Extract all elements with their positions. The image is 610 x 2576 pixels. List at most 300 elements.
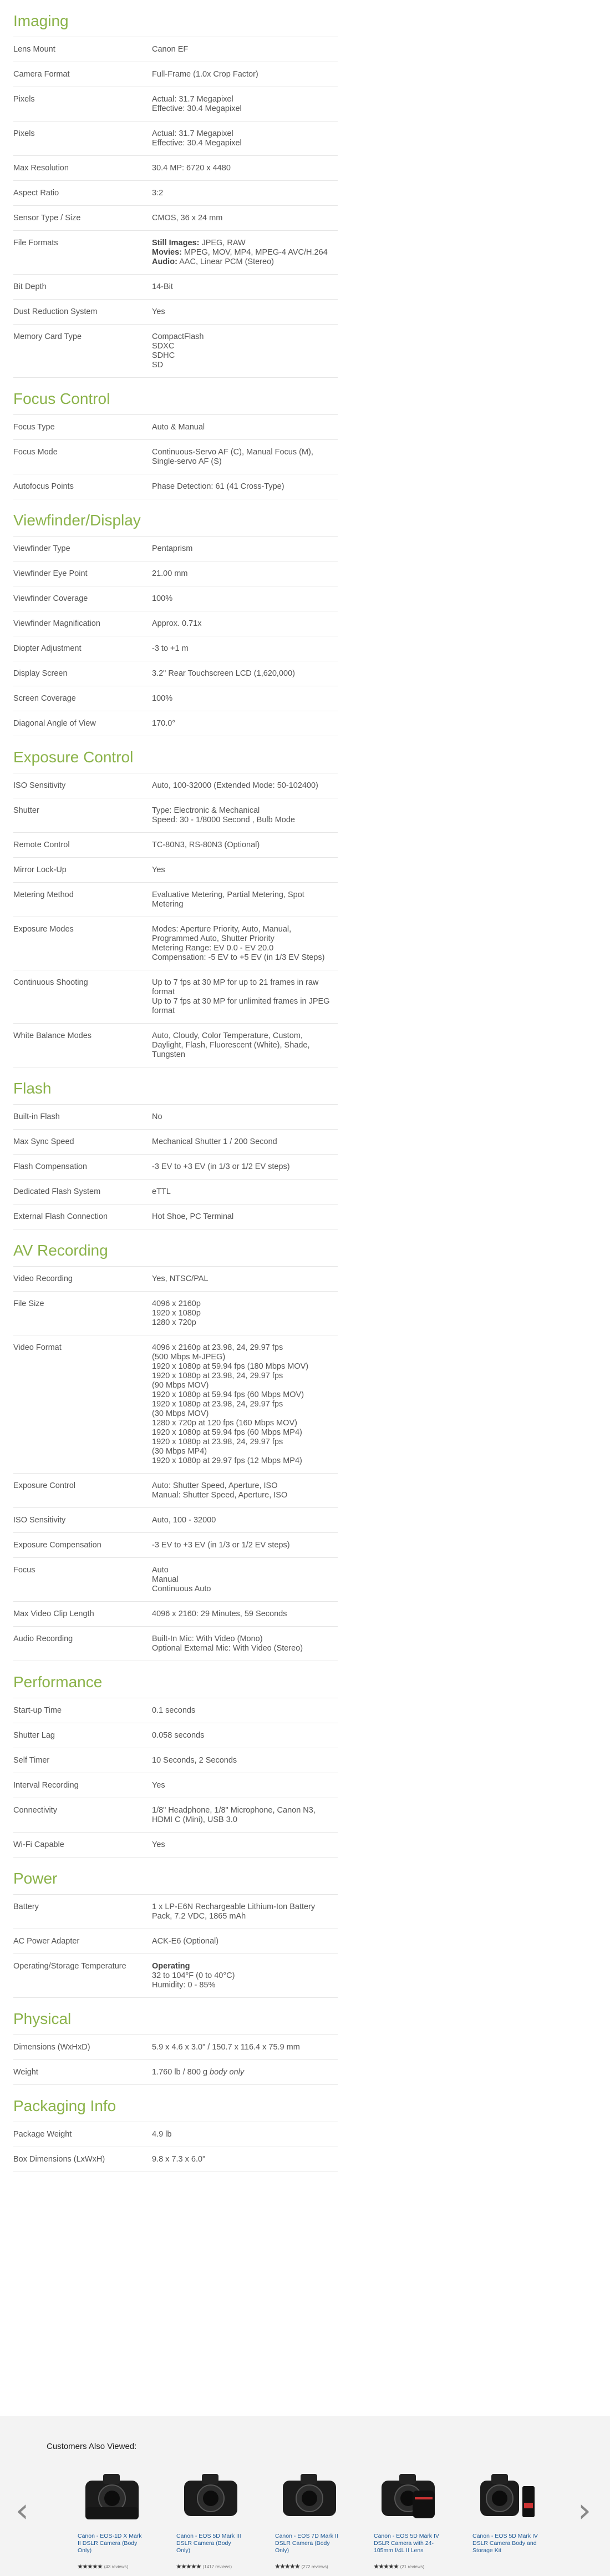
spec-section xyxy=(13,1067,338,1229)
spec-label: Shutter Lag xyxy=(13,1731,55,1740)
spec-row xyxy=(13,37,338,62)
product-name-link[interactable]: Canon - EOS-1D X Mark II DSLR Camera (Body Only) xyxy=(78,2533,142,2554)
spec-value xyxy=(152,669,338,679)
spec-value-line: Hot Shoe, PC Terminal xyxy=(152,1212,234,1221)
spec-row xyxy=(13,661,338,686)
spec-value-line: 3:2 xyxy=(152,189,164,198)
spec-value xyxy=(152,1566,338,1594)
spec-value-line: Auto, 100 - 32000 xyxy=(152,1516,216,1525)
spec-section xyxy=(13,378,338,499)
spec-value xyxy=(152,1541,338,1550)
spec-value xyxy=(152,1187,338,1197)
spec-value-line: 4.9 lb xyxy=(152,2130,172,2139)
spec-value-line: 9.8 x 7.3 x 6.0" xyxy=(152,2155,206,2164)
spec-value xyxy=(152,1137,338,1147)
spec-value xyxy=(152,1634,338,1653)
spec-label: Battery xyxy=(13,1902,39,1911)
spec-label: Interval Recording xyxy=(13,1781,79,1790)
section-title: Performance xyxy=(13,1661,338,1698)
spec-value xyxy=(152,448,338,467)
spec-label: AC Power Adapter xyxy=(13,1937,80,1946)
spec-value xyxy=(152,1610,338,1619)
spec-value xyxy=(152,2130,338,2139)
spec-value-line: 1920 x 1080p xyxy=(152,1309,201,1318)
spec-value-line xyxy=(152,239,338,248)
spec-value-line: Manual xyxy=(152,1575,179,1584)
section-title: Imaging xyxy=(13,0,338,37)
spec-value-line: Continuous-Servo AF (C), Manual Focus (M), xyxy=(152,448,313,457)
spec-value-line: 4096 x 2160p xyxy=(152,1299,201,1308)
spec-value-line: 0.1 seconds xyxy=(152,1706,196,1715)
spec-label: Remote Control xyxy=(13,841,70,849)
spec-value-line: (500 Mbps M-JPEG) xyxy=(152,1353,226,1362)
spec-value-line: Yes xyxy=(152,307,165,316)
rating-stars-icon xyxy=(78,2564,146,2570)
spec-value xyxy=(152,1274,338,1284)
spec-label: Continuous Shooting xyxy=(13,978,88,987)
spec-label: Weight xyxy=(13,2068,38,2077)
spec-value-line: 100% xyxy=(152,694,173,703)
spec-row xyxy=(13,586,338,611)
spec-value-line: SDXC xyxy=(152,342,175,351)
camera-5d4-lens-icon[interactable] xyxy=(374,2464,443,2529)
spec-row xyxy=(13,1105,338,1130)
spec-value xyxy=(152,1212,338,1222)
spec-value xyxy=(152,189,338,198)
spec-row xyxy=(13,1533,338,1558)
spec-value-line: TC-80N3, RS-80N3 (Optional) xyxy=(152,841,260,849)
spec-value-line: Daylight, Flash, Fluorescent (White), Shade, xyxy=(152,1041,310,1050)
spec-value xyxy=(152,214,338,223)
spec-row xyxy=(13,275,338,300)
spec-value-line: Yes xyxy=(152,1840,165,1849)
spec-value xyxy=(152,307,338,317)
spec-label: Viewfinder Magnification xyxy=(13,619,100,628)
spec-row xyxy=(13,917,338,970)
spec-section xyxy=(13,1229,338,1661)
spec-row xyxy=(13,2035,338,2060)
spec-value-text: 1.760 lb / 800 g xyxy=(152,2068,210,2077)
spec-value-line: Pack, 7.2 VDC, 1865 mAh xyxy=(152,1912,246,1921)
spec-row xyxy=(13,1954,338,1998)
spec-value-line: Evaluative Metering, Partial Metering, Spot xyxy=(152,890,304,899)
spec-value-line: Auto, 100-32000 (Extended Mode: 50-102400) xyxy=(152,781,318,790)
spec-value-line: 5.9 x 4.6 x 3.0" / 150.7 x 116.4 x 75.9 mm xyxy=(152,2043,300,2052)
spec-value-emphasis: Audio: xyxy=(152,257,177,266)
spec-row xyxy=(13,1130,338,1155)
spec-label: Max Sync Speed xyxy=(13,1137,74,1146)
spec-row xyxy=(13,711,338,736)
spec-row xyxy=(13,415,338,440)
spec-label: Shutter xyxy=(13,806,39,815)
spec-value xyxy=(152,70,338,79)
product-name-link[interactable]: Canon - EOS 5D Mark IV DSLR Camera Body and Storage Kit xyxy=(472,2533,538,2554)
spec-value-line: Yes xyxy=(152,1781,165,1790)
spec-value-line: CMOS, 36 x 24 mm xyxy=(152,214,223,222)
spec-row xyxy=(13,1798,338,1833)
spec-row xyxy=(13,1833,338,1858)
spec-value-line: 0.058 seconds xyxy=(152,1731,205,1740)
spec-row xyxy=(13,1267,338,1292)
spec-value xyxy=(152,2068,338,2077)
spec-label: Focus Type xyxy=(13,423,55,432)
section-title: Viewfinder/Display xyxy=(13,499,338,537)
spec-value xyxy=(152,841,338,850)
spec-value-line: Metering xyxy=(152,900,184,909)
spec-value-text: JPEG, RAW xyxy=(199,239,246,247)
camera-7d2-icon[interactable] xyxy=(275,2464,344,2529)
spec-value-line: Programmed Auto, Shutter Priority xyxy=(152,934,274,943)
spec-value-line: Compensation: -5 EV to +5 EV (in 1/3 EV Steps) xyxy=(152,953,325,962)
spec-row xyxy=(13,122,338,156)
spec-label: Built-in Flash xyxy=(13,1112,60,1121)
spec-label: Viewfinder Type xyxy=(13,544,70,553)
spec-value xyxy=(152,1706,338,1715)
spec-value-line: 1/8" Headphone, 1/8" Microphone, Canon N3, xyxy=(152,1806,316,1815)
carousel-next-arrow-icon[interactable]: › xyxy=(578,2491,591,2530)
spec-value xyxy=(152,1937,338,1946)
spec-row xyxy=(13,156,338,181)
spec-value-line: Built-In Mic: With Video (Mono) xyxy=(152,1634,263,1643)
spec-value-line: 1920 x 1080p at 59.94 fps (180 Mbps MOV) xyxy=(152,1362,309,1371)
spec-row xyxy=(13,206,338,231)
spec-value xyxy=(152,719,338,728)
spec-row xyxy=(13,325,338,378)
spec-label: Self Timer xyxy=(13,1756,50,1765)
product-card[interactable] xyxy=(176,2464,245,2570)
spec-label: Diagonal Angle of View xyxy=(13,719,96,728)
spec-value-line: Effective: 30.4 Megapixel xyxy=(152,104,242,113)
review-count: (272 reviews) xyxy=(301,2564,328,2569)
spec-row xyxy=(13,62,338,87)
spec-value-line: Yes xyxy=(152,866,165,874)
spec-label: Video Format xyxy=(13,1343,62,1352)
spec-row xyxy=(13,181,338,206)
spec-value-line: SD xyxy=(152,361,164,370)
spec-value-line: Speed: 30 - 1/8000 Second , Bulb Mode xyxy=(152,816,295,824)
product-name-link[interactable]: Canon - EOS 7D Mark II DSLR Camera (Body Only) xyxy=(275,2533,338,2554)
spec-value-line: Auto, Cloudy, Color Temperature, Custom, xyxy=(152,1031,303,1040)
spec-value xyxy=(152,332,338,370)
spec-value xyxy=(152,45,338,54)
section-title: Power xyxy=(13,1858,338,1895)
spec-value-line xyxy=(152,1962,338,1971)
spec-row xyxy=(13,1292,338,1335)
spec-value-line: Type: Electronic & Mechanical xyxy=(152,806,260,815)
spec-value-line: 32 to 104°F (0 to 40°C) xyxy=(152,1971,235,1980)
spec-value xyxy=(152,644,338,654)
section-title: Exposure Control xyxy=(13,736,338,773)
rating-stars: ★★★★★ xyxy=(275,2564,300,2570)
spec-value-line: Auto xyxy=(152,1566,169,1575)
spec-value-line: -3 EV to +3 EV (in 1/3 or 1/2 EV steps) xyxy=(152,1162,290,1171)
spec-label: Wi-Fi Capable xyxy=(13,1840,64,1849)
spec-value xyxy=(152,129,338,148)
product-card[interactable] xyxy=(78,2464,146,2570)
spec-label: White Balance Modes xyxy=(13,1031,92,1040)
spec-value-emphasis: Operating xyxy=(152,1962,190,1971)
spec-value-line: 4096 x 2160: 29 Minutes, 59 Seconds xyxy=(152,1610,287,1618)
spec-row xyxy=(13,858,338,883)
spec-label: Max Resolution xyxy=(13,164,69,173)
spec-value-line: Up to 7 fps at 30 MP for unlimited frames in JPEG xyxy=(152,997,330,1006)
spec-value-line: HDMI C (Mini), USB 3.0 xyxy=(152,1815,237,1824)
spec-row xyxy=(13,636,338,661)
spec-label: Diopter Adjustment xyxy=(13,644,82,653)
spec-row xyxy=(13,686,338,711)
camera-5d3-icon[interactable] xyxy=(176,2464,245,2529)
spec-value xyxy=(152,1162,338,1172)
spec-section xyxy=(13,1998,338,2085)
section-title: AV Recording xyxy=(13,1229,338,1267)
spec-value xyxy=(152,2155,338,2164)
spec-value xyxy=(152,2043,338,2052)
spec-label: Package Weight xyxy=(13,2130,72,2139)
spec-value-line: 1920 x 1080p at 23.98, 24, 29.97 fps xyxy=(152,1438,283,1446)
spec-section xyxy=(13,1858,338,1998)
spec-label: Exposure Compensation xyxy=(13,1541,101,1550)
spec-label: File Size xyxy=(13,1299,44,1308)
spec-label: Flash Compensation xyxy=(13,1162,87,1171)
spec-value-line: No xyxy=(152,1112,162,1121)
spec-label: Dust Reduction System xyxy=(13,307,98,316)
spec-row xyxy=(13,300,338,325)
spec-value-line: Humidity: 0 - 85% xyxy=(152,1981,216,1990)
spec-label: Bit Depth xyxy=(13,282,47,291)
spec-value xyxy=(152,569,338,579)
product-name-link[interactable]: Canon - EOS 5D Mark III DSLR Camera (Body Only) xyxy=(176,2533,241,2554)
spec-value xyxy=(152,1516,338,1525)
spec-label: ISO Sensitivity xyxy=(13,781,66,790)
spec-value-line: Phase Detection: 61 (41 Cross-Type) xyxy=(152,482,284,491)
spec-label: Pixels xyxy=(13,95,35,104)
spec-value-line: Auto: Shutter Speed, Aperture, ISO xyxy=(152,1481,278,1490)
spec-row xyxy=(13,1335,338,1474)
spec-row xyxy=(13,1602,338,1627)
spec-value xyxy=(152,164,338,173)
spec-label: Aspect Ratio xyxy=(13,189,59,198)
spec-section xyxy=(13,1661,338,1858)
spec-value-line: (30 Mbps MOV) xyxy=(152,1409,209,1418)
spec-value xyxy=(152,1112,338,1122)
spec-value-line: 100% xyxy=(152,594,173,603)
product-card[interactable] xyxy=(472,2464,541,2570)
spec-label: Viewfinder Coverage xyxy=(13,594,88,603)
carousel-title: Customers Also Viewed: xyxy=(47,2442,137,2451)
spec-value xyxy=(152,1840,338,1850)
spec-row xyxy=(13,1474,338,1508)
spec-value-line: (90 Mbps MOV) xyxy=(152,1381,209,1390)
spec-label: ISO Sensitivity xyxy=(13,1516,66,1525)
spec-value-line: eTTL xyxy=(152,1187,171,1196)
product-name-link[interactable]: Canon - EOS 5D Mark IV DSLR Camera with 24-105mm f/4L II Lens xyxy=(374,2533,439,2554)
spec-value xyxy=(152,781,338,791)
spec-value-line: ACK-E6 (Optional) xyxy=(152,1937,219,1946)
section-title: Physical xyxy=(13,1998,338,2035)
spec-row xyxy=(13,1698,338,1723)
spec-value-line: 1280 x 720p at 120 fps (160 Mbps MOV) xyxy=(152,1419,297,1428)
spec-value-emphasis: Movies: xyxy=(152,248,182,257)
spec-row xyxy=(13,1180,338,1205)
spec-value xyxy=(152,866,338,875)
customers-also-viewed xyxy=(0,2416,610,2576)
spec-row xyxy=(13,561,338,586)
spec-value-line xyxy=(152,257,338,267)
spec-row xyxy=(13,970,338,1024)
rating-stars-icon xyxy=(275,2564,344,2570)
product-card[interactable] xyxy=(275,2464,344,2570)
spec-section xyxy=(13,499,338,736)
spec-value-line xyxy=(152,248,338,257)
spec-value-line: Effective: 30.4 Megapixel xyxy=(152,139,242,148)
spec-value-line: SDHC xyxy=(152,351,175,360)
spec-row xyxy=(13,1723,338,1748)
spec-value xyxy=(152,1343,338,1466)
spec-row xyxy=(13,474,338,499)
spec-value-line: Full-Frame (1.0x Crop Factor) xyxy=(152,70,258,79)
spec-value-line: Optional External Mic: With Video (Stereo) xyxy=(152,1644,303,1653)
spec-value xyxy=(152,806,338,825)
spec-value xyxy=(152,482,338,492)
spec-value-line: Pentaprism xyxy=(152,544,193,553)
spec-label: Camera Format xyxy=(13,70,70,79)
spec-label: Connectivity xyxy=(13,1806,57,1815)
camera-5d4-kit-icon[interactable] xyxy=(472,2464,541,2529)
spec-row xyxy=(13,2147,338,2172)
review-count: (43 reviews) xyxy=(104,2564,129,2569)
spec-value-line: Auto & Manual xyxy=(152,423,205,432)
section-title: Flash xyxy=(13,1067,338,1105)
spec-label: Focus xyxy=(13,1566,35,1575)
spec-value-line: Approx. 0.71x xyxy=(152,619,202,628)
spec-label: Autofocus Points xyxy=(13,482,74,491)
spec-value xyxy=(152,1031,338,1060)
spec-row xyxy=(13,833,338,858)
spec-label: Exposure Control xyxy=(13,1481,76,1490)
spec-value-line: 1280 x 720p xyxy=(152,1318,196,1327)
spec-value-line: 170.0° xyxy=(152,719,176,728)
spec-value-line: Up to 7 fps at 30 MP for up to 21 frames in raw xyxy=(152,978,319,987)
spec-value-line: Mechanical Shutter 1 / 200 Second xyxy=(152,1137,277,1146)
camera-1dx-icon[interactable] xyxy=(78,2464,146,2529)
review-count: (1417 reviews) xyxy=(202,2564,232,2569)
spec-value xyxy=(152,619,338,629)
spec-row xyxy=(13,87,338,122)
spec-value-line: Canon EF xyxy=(152,45,189,54)
spec-value xyxy=(152,239,338,267)
spec-value xyxy=(152,1902,338,1921)
spec-value-text: MPEG, MOV, MP4, MPEG-4 AVC/H.264 xyxy=(182,248,328,257)
spec-row xyxy=(13,537,338,561)
spec-value xyxy=(152,978,338,1016)
spec-row xyxy=(13,1627,338,1661)
section-title: Focus Control xyxy=(13,378,338,415)
spec-value xyxy=(152,594,338,604)
spec-value-line: 1 x LP-E6N Rechargeable Lithium-Ion Battery xyxy=(152,1902,316,1911)
spec-label: Operating/Storage Temperature xyxy=(13,1962,126,1971)
spec-value xyxy=(152,890,338,909)
spec-label: Memory Card Type xyxy=(13,332,82,341)
carousel-prev-arrow-icon[interactable]: ‹ xyxy=(16,2491,29,2530)
spec-label: Max Video Clip Length xyxy=(13,1610,94,1618)
spec-value-line: 1920 x 1080p at 59.94 fps (60 Mbps MP4) xyxy=(152,1428,302,1437)
spec-value xyxy=(152,1962,338,1990)
review-count: (21 reviews) xyxy=(400,2564,425,2569)
spec-value-line: Yes, NTSC/PAL xyxy=(152,1274,209,1283)
spec-label: Lens Mount xyxy=(13,45,55,54)
spec-row xyxy=(13,1558,338,1602)
spec-row xyxy=(13,2122,338,2147)
spec-label: Focus Mode xyxy=(13,448,58,457)
spec-value xyxy=(152,694,338,704)
spec-value xyxy=(152,544,338,554)
spec-value-line: Continuous Auto xyxy=(152,1585,211,1593)
spec-value-line: -3 to +1 m xyxy=(152,644,189,653)
spec-label: Exposure Modes xyxy=(13,925,74,934)
spec-value-line: Modes: Aperture Priority, Auto, Manual, xyxy=(152,925,292,934)
spec-label: Dimensions (WxHxD) xyxy=(13,2043,90,2052)
spec-value xyxy=(152,1781,338,1790)
spec-row xyxy=(13,611,338,636)
spec-value-line: 14-Bit xyxy=(152,282,173,291)
spec-label: External Flash Connection xyxy=(13,1212,108,1221)
spec-value-line: 4096 x 2160p at 23.98, 24, 29.97 fps xyxy=(152,1343,283,1352)
spec-label: Audio Recording xyxy=(13,1634,73,1643)
spec-value-line: 30.4 MP: 6720 x 4480 xyxy=(152,164,231,173)
spec-value xyxy=(152,1299,338,1328)
spec-label: Viewfinder Eye Point xyxy=(13,569,88,578)
spec-value xyxy=(152,282,338,292)
spec-row xyxy=(13,1155,338,1180)
rating-stars: ★★★★★ xyxy=(374,2564,399,2570)
spec-label: Pixels xyxy=(13,129,35,138)
rating-stars-icon xyxy=(176,2564,245,2570)
spec-value-line: 1920 x 1080p at 23.98, 24, 29.97 fps xyxy=(152,1371,283,1380)
spec-value-line: 3.2" Rear Touchscreen LCD (1,620,000) xyxy=(152,669,295,678)
spec-label: File Formats xyxy=(13,239,58,247)
spec-label: Sensor Type / Size xyxy=(13,214,81,222)
spec-label: Display Screen xyxy=(13,669,68,678)
spec-value-text: AAC, Linear PCM (Stereo) xyxy=(177,257,274,266)
spec-value xyxy=(152,1756,338,1765)
spec-sheet xyxy=(13,0,338,2172)
section-title: Packaging Info xyxy=(13,2085,338,2122)
rating-stars: ★★★★★ xyxy=(176,2564,201,2570)
spec-label: Mirror Lock-Up xyxy=(13,866,67,874)
spec-label: Start-up Time xyxy=(13,1706,62,1715)
spec-row xyxy=(13,2060,338,2085)
spec-row xyxy=(13,1773,338,1798)
spec-row xyxy=(13,1205,338,1229)
spec-value xyxy=(152,1806,338,1825)
spec-row xyxy=(13,1748,338,1773)
spec-row xyxy=(13,1508,338,1533)
spec-value xyxy=(152,1731,338,1740)
spec-value-line: Tungsten xyxy=(152,1050,185,1059)
spec-value-line: Single-servo AF (S) xyxy=(152,457,222,466)
spec-value-line: Actual: 31.7 Megapixel xyxy=(152,95,233,104)
spec-value-emphasis: Still Images: xyxy=(152,239,200,247)
product-card[interactable] xyxy=(374,2464,443,2570)
spec-row xyxy=(13,883,338,917)
spec-section xyxy=(13,0,338,378)
spec-value-line: Metering Range: EV 0.0 - EV 20.0 xyxy=(152,944,274,953)
spec-value xyxy=(152,1481,338,1500)
spec-value-line: CompactFlash xyxy=(152,332,204,341)
carousel-cards xyxy=(78,2464,541,2570)
spec-value-line: 1920 x 1080p at 59.94 fps (60 Mbps MOV) xyxy=(152,1390,304,1399)
spec-value-line: Manual: Shutter Speed, Aperture, ISO xyxy=(152,1491,288,1500)
